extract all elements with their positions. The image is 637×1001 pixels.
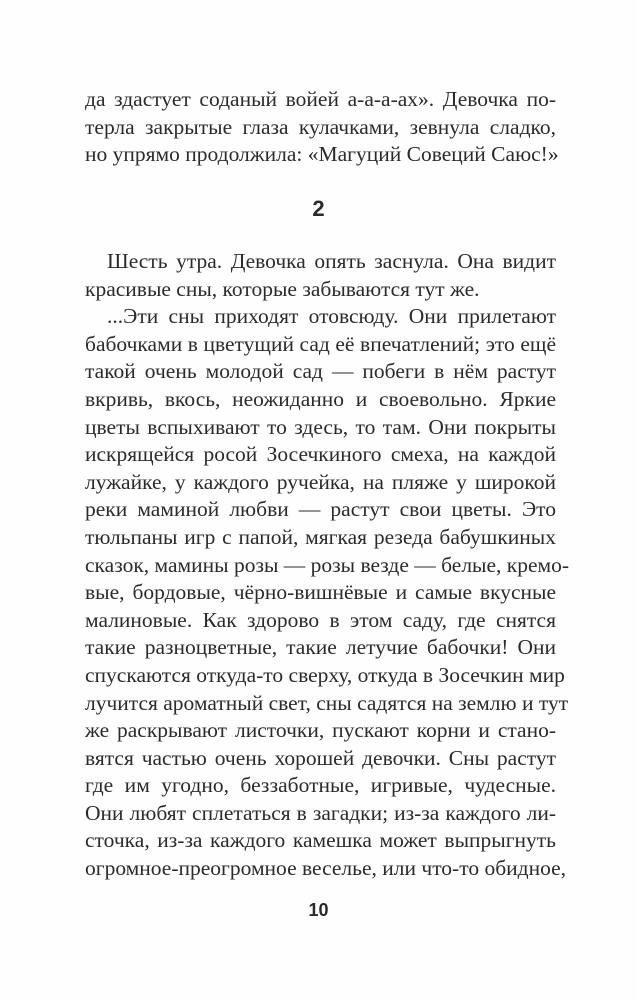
text-line: спускаются откуда-то сверху, откуда в Зосечкин мир [85,662,565,687]
text-line: цветы вспыхивают то здесь, то там. Они покрыты [85,414,556,439]
text-line: огромное-преогромное веселье, или что-то обидное, [85,856,567,881]
text-line: искрящейся росой Зосечкиного смеха, на каждой [85,442,556,467]
text-line: сточка, из-за каждого камешка может выпрыгнуть [85,828,556,853]
text-line: сказок, мамины розы — розы везде — белые, кремо- [85,552,570,577]
text-line: вые, бордовые, чёрно-вишнёвые и самые вкусные [85,580,556,605]
paragraph-2 [85,303,570,882]
text-line: вятся частью очень хорошей девочки. Сны растут [85,745,556,770]
paragraph-1 [85,248,556,303]
chapter-number: 2 [312,196,325,221]
page-number: 10 [308,900,329,920]
text-line: да здастует соданый войей а-а-а-ах». Девочка по- [85,87,556,111]
text-line: но упрямо продолжила: «Магуций Совеций Саюс!» [85,142,559,167]
text-line: малиновые. Как здорово в этом саду, где снятся [85,607,556,632]
text-line: Шесть утра. Девочка опять заснула. Она видит [107,249,556,273]
text-line: лучится ароматный свет, сны садятся на землю и тут [85,690,569,715]
text-line: вкривь, вкось, неожиданно и своевольно. Яркие [85,386,556,411]
text-line: такой очень молодой сад — побеги в нём растут [85,359,556,384]
text-line: бабочками в цветущий сад её впечатлений; это ещё [85,331,556,356]
text-line: тюльпаны игр с папой, мягкая резеда бабушкиных [85,524,556,549]
text-line: терла закрытые глаза кулачками, зевнула сладко, [85,114,556,139]
text-line: ...Эти сны приходят отовсюду. Они прилетают [107,304,556,329]
text-line: Они любят сплетаться в загадки; из-за каждого ли- [85,800,556,825]
text-line: реки маминой любви — растут свои цветы. Это [85,497,556,522]
text-line: где им угодно, беззаботные, игривые, чудесные. [85,773,556,798]
top-paragraph [85,86,559,169]
text-line: красивые сны, которые забываются тут же. [85,276,480,301]
chapter-body [85,248,570,883]
text-line: лужайке, у каждого ручейка, на пляже у широкой [85,469,556,494]
text-line: же раскрывают листочки, пускают корни и стано- [85,718,556,743]
text-line: такие разноцветные, такие летучие бабочки! Они [85,635,556,660]
